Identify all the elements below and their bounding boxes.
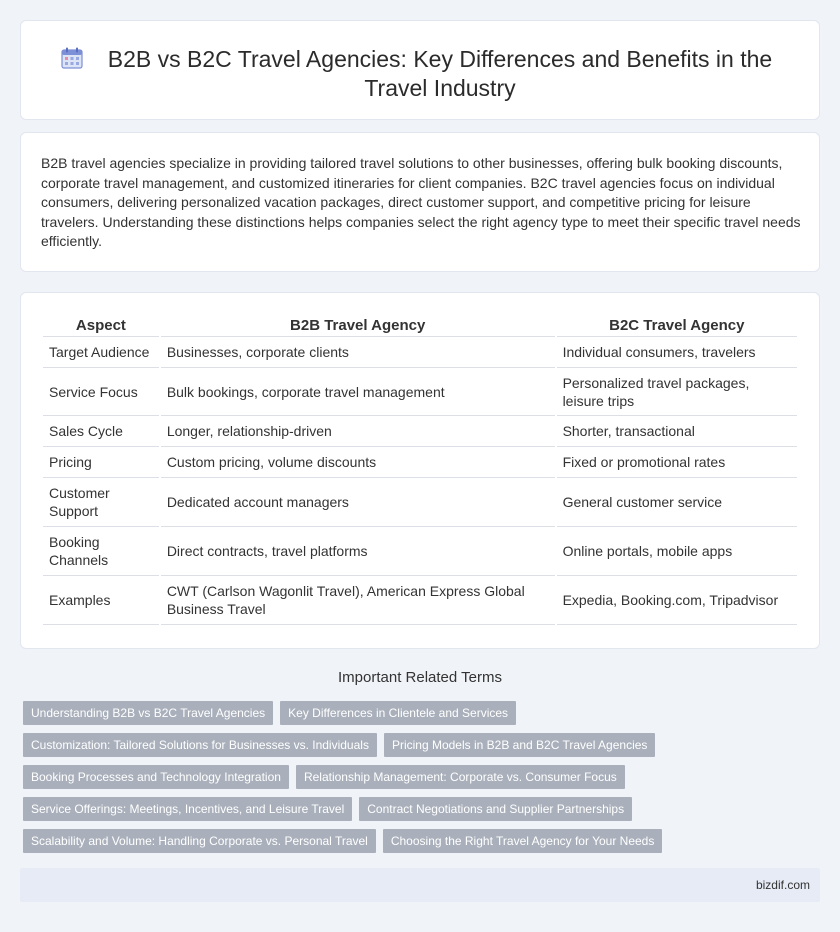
comparison-table-card bbox=[20, 292, 820, 649]
cell-b2c: Online portals, mobile apps bbox=[557, 527, 797, 576]
related-term-tag[interactable]: Pricing Models in B2B and B2C Travel Agencies bbox=[384, 733, 655, 757]
intro-card bbox=[20, 132, 820, 272]
cell-b2c: Individual consumers, travelers bbox=[557, 337, 797, 368]
cell-b2b: CWT (Carlson Wagonlit Travel), American Express Global Business Travel bbox=[161, 576, 555, 625]
cell-aspect: Service Focus bbox=[43, 368, 159, 416]
related-term-tag[interactable]: Booking Processes and Technology Integration bbox=[23, 765, 289, 789]
cell-b2c: Expedia, Booking.com, Tripadvisor bbox=[557, 576, 797, 625]
footer bbox=[20, 868, 820, 902]
cell-b2c: General customer service bbox=[557, 478, 797, 527]
page-title: B2B vs B2C Travel Agencies: Key Differences and Benefits in the Travel Industry bbox=[107, 46, 773, 101]
table-row bbox=[43, 447, 797, 478]
table-row bbox=[43, 478, 797, 527]
header-card bbox=[20, 20, 820, 120]
related-term-tag[interactable]: Customization: Tailored Solutions for Businesses vs. Individuals bbox=[23, 733, 377, 757]
tag-row bbox=[23, 829, 823, 853]
table-row bbox=[43, 337, 797, 368]
cell-aspect: Sales Cycle bbox=[43, 416, 159, 447]
table-row bbox=[43, 576, 797, 625]
tag-row bbox=[23, 733, 823, 757]
tag-row bbox=[23, 701, 823, 725]
cell-b2b: Custom pricing, volume discounts bbox=[161, 447, 555, 478]
cell-b2b: Longer, relationship-driven bbox=[161, 416, 555, 447]
related-term-tag[interactable]: Choosing the Right Travel Agency for Your Needs bbox=[383, 829, 663, 853]
cell-aspect: Target Audience bbox=[43, 337, 159, 368]
table-row bbox=[43, 527, 797, 576]
tag-row bbox=[23, 765, 823, 789]
related-term-tag[interactable]: Scalability and Volume: Handling Corporate vs. Personal Travel bbox=[23, 829, 376, 853]
related-term-tag[interactable]: Contract Negotiations and Supplier Partnerships bbox=[359, 797, 632, 821]
cell-b2b: Dedicated account managers bbox=[161, 478, 555, 527]
comparison-table bbox=[41, 313, 799, 625]
cell-aspect: Customer Support bbox=[43, 478, 159, 527]
footer-brand[interactable]: bizdif.com bbox=[755, 878, 810, 892]
calendar-icon bbox=[61, 47, 83, 69]
related-terms-heading: Important Related Terms bbox=[338, 669, 502, 686]
tag-row bbox=[23, 797, 823, 821]
cell-b2c: Shorter, transactional bbox=[557, 416, 797, 447]
header-b2c: B2C Travel Agency bbox=[557, 313, 797, 337]
cell-b2c: Fixed or promotional rates bbox=[557, 447, 797, 478]
intro-paragraph: B2B travel agencies specialize in providing tailored travel solutions to other businesses, offering bulk booking discounts, corporate travel management, and customized itineraries for client companies. B2C travel agencies focus on individual consumers, delivering personalized vacation packages, direct customer support, and competitive pricing for leisure travelers. Understanding these distinctions helps companies select the right agency type to meet their specific travel needs efficiently. bbox=[41, 155, 801, 250]
related-term-tag[interactable]: Understanding B2B vs B2C Travel Agencies bbox=[23, 701, 273, 725]
cell-b2b: Bulk bookings, corporate travel management bbox=[161, 368, 555, 416]
table-row bbox=[43, 368, 797, 416]
cell-aspect: Booking Channels bbox=[43, 527, 159, 576]
table-row bbox=[43, 416, 797, 447]
related-terms-list bbox=[23, 701, 823, 861]
cell-b2b: Businesses, corporate clients bbox=[161, 337, 555, 368]
cell-aspect: Examples bbox=[43, 576, 159, 625]
related-term-tag[interactable]: Key Differences in Clientele and Services bbox=[280, 701, 516, 725]
header-aspect: Aspect bbox=[43, 313, 159, 337]
related-term-tag[interactable]: Service Offerings: Meetings, Incentives, and Leisure Travel bbox=[23, 797, 352, 821]
cell-b2c: Personalized travel packages, leisure trips bbox=[557, 368, 797, 416]
cell-b2b: Direct contracts, travel platforms bbox=[161, 527, 555, 576]
cell-aspect: Pricing bbox=[43, 447, 159, 478]
related-term-tag[interactable]: Relationship Management: Corporate vs. Consumer Focus bbox=[296, 765, 625, 789]
header-b2b: B2B Travel Agency bbox=[161, 313, 555, 337]
